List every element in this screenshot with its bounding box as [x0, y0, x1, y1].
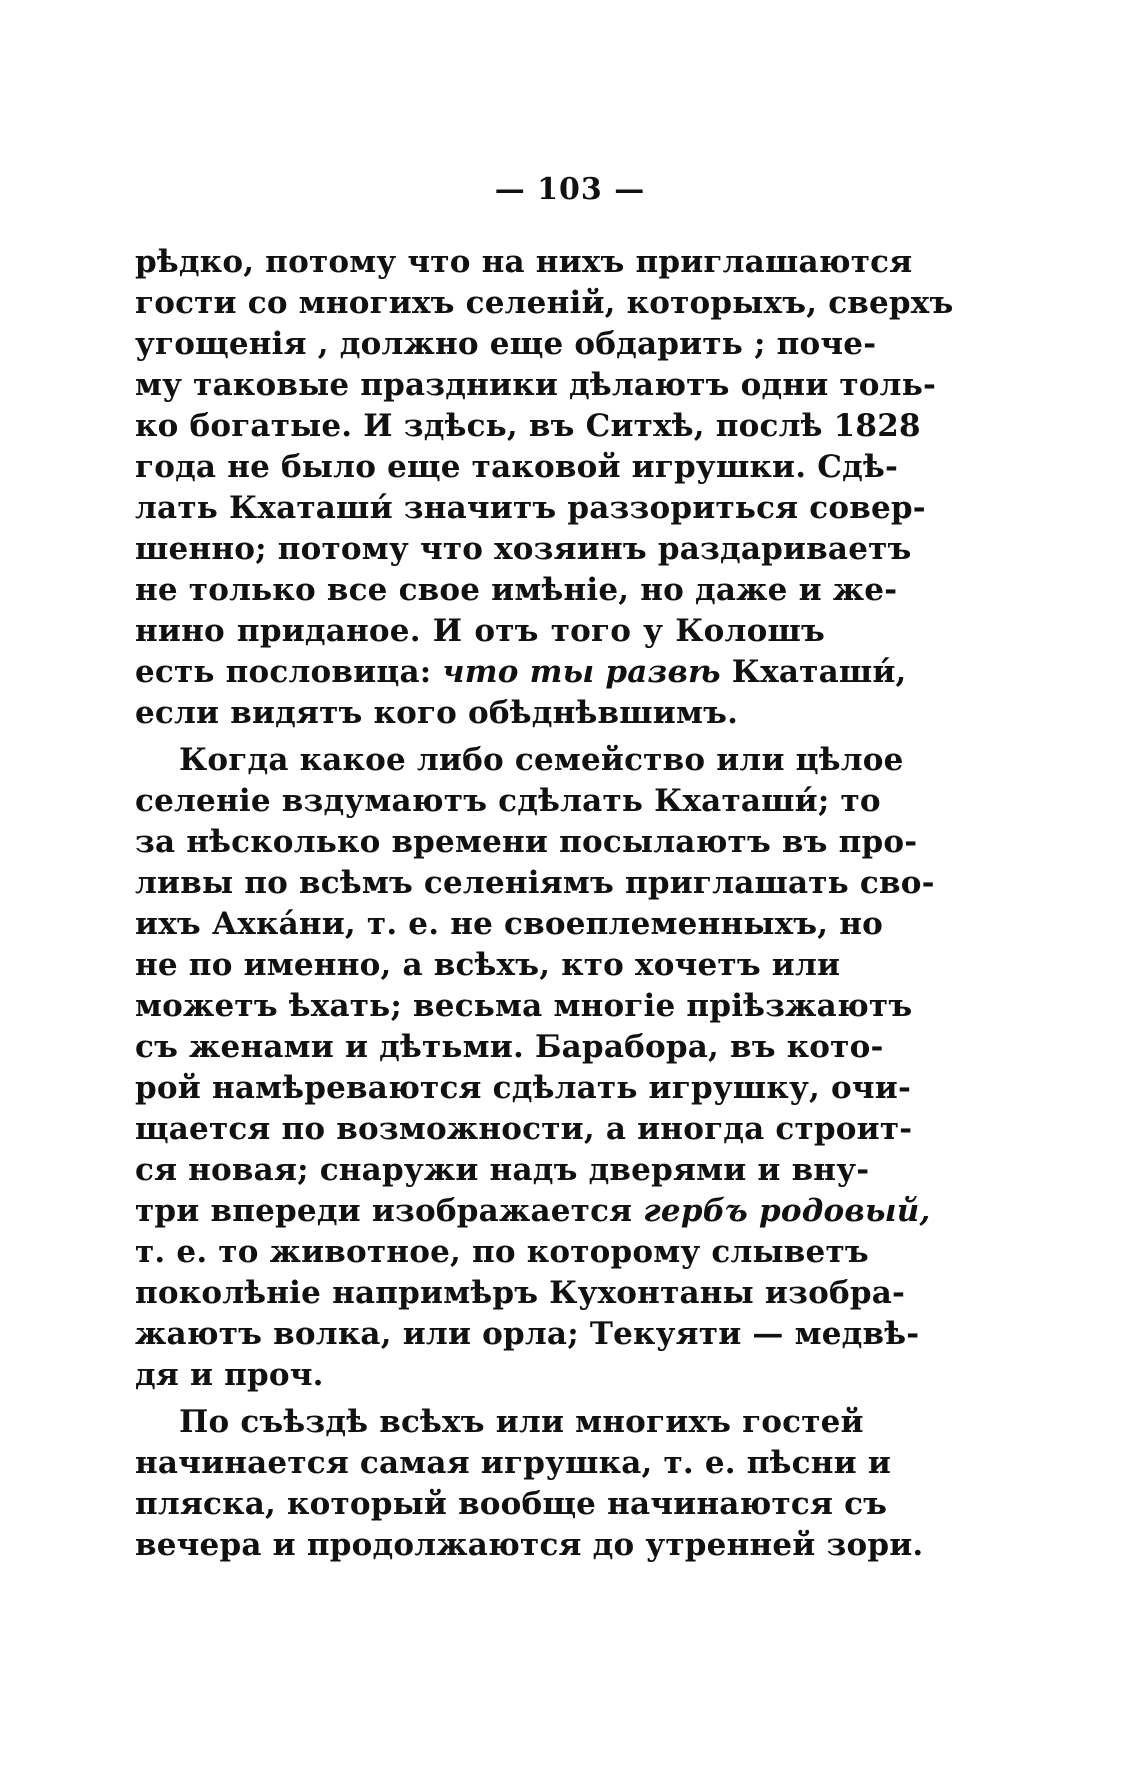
- text-line: ся новая; снаружи надъ дверями и вну-: [135, 1152, 870, 1188]
- proverb-italic: что ты развѣ: [442, 654, 721, 690]
- text-line-crest: [135, 1191, 931, 1232]
- text-line: По съѣздѣ всѣхъ или многихъ гостей: [179, 1404, 864, 1440]
- page-number: — 103 —: [494, 172, 646, 207]
- text-line: нино приданое. И отъ того у Колошъ: [135, 613, 825, 649]
- text-line: вечера и продолжаются до утренней зори.: [135, 1527, 924, 1563]
- paragraph-3: [135, 1402, 924, 1566]
- text-line: не по именно, а всѣхъ, кто хочетъ или: [135, 947, 841, 983]
- text-run: есть пословица:: [135, 654, 443, 690]
- text-line: жаютъ волка, или орла; Текуяти — медвѣ-: [135, 1316, 920, 1352]
- text-line: дя и проч.: [135, 1357, 324, 1393]
- paragraph-1: [135, 242, 954, 734]
- text-line-proverb: [135, 652, 907, 693]
- text-line: можетъ ѣхать; весьма многiе прiѣзжаютъ: [135, 988, 913, 1024]
- proverb-word: Кхаташи́,: [720, 654, 907, 690]
- text-line: рой намѣреваются сдѣлать игрушку, очи-: [135, 1070, 912, 1106]
- text-line: селенiе вздумаютъ сдѣлать Кхаташи́; то: [135, 783, 881, 819]
- text-line: гости со многихъ селенiй, которыхъ, сверхъ: [135, 285, 954, 321]
- text-line: если видятъ кого обѣднѣвшимъ.: [135, 695, 739, 731]
- text-line: шенно; потому что хозяинъ раздариваетъ: [135, 531, 912, 567]
- text-run: три впереди изображается: [135, 1193, 644, 1229]
- text-line: года не было еще таковой игрушки. Сдѣ-: [135, 449, 899, 485]
- text-line: лать Кхаташи́ значитъ раззориться совер-: [135, 490, 926, 526]
- text-line: за нѣсколько времени посылаютъ въ про-: [135, 824, 918, 860]
- text-line: поколѣнiе напримѣръ Кухонтаны изобра-: [135, 1275, 906, 1311]
- text-line: ко богатые. И здѣсь, въ Ситхѣ, послѣ 1828: [135, 408, 921, 444]
- crest-italic: гербъ родовый,: [643, 1193, 931, 1229]
- paragraph-2: [135, 740, 935, 1396]
- text-line: рѣдко, потому что на нихъ приглашаются: [135, 244, 913, 280]
- text-line: щается по возможности, а иногда строит-: [135, 1111, 913, 1147]
- text-line: съ женами и дѣтьми. Барабора, въ кото-: [135, 1029, 884, 1065]
- text-line: начинается самая игрушка, т. е. пѣсни и: [135, 1445, 892, 1481]
- text-line: не только все свое имѣнiе, но даже и же-: [135, 572, 898, 608]
- text-line: ихъ Ахкáни, т. е. не своеплеменныхъ, но: [135, 906, 884, 942]
- text-line: угощенiя , должно еще обдарить ; поче-: [135, 326, 877, 362]
- text-line: пляска, который вообще начинаются съ: [135, 1486, 888, 1522]
- text-line: Когда какое либо семейство или цѣлое: [179, 742, 904, 778]
- text-line: ливы по всѣмъ селенiямъ приглашать сво-: [135, 865, 935, 901]
- text-line: му таковые праздники дѣлаютъ одни толь-: [135, 367, 937, 403]
- body-text: [135, 242, 954, 1566]
- text-line: т. е. то животное, по которому слыветъ: [135, 1234, 869, 1270]
